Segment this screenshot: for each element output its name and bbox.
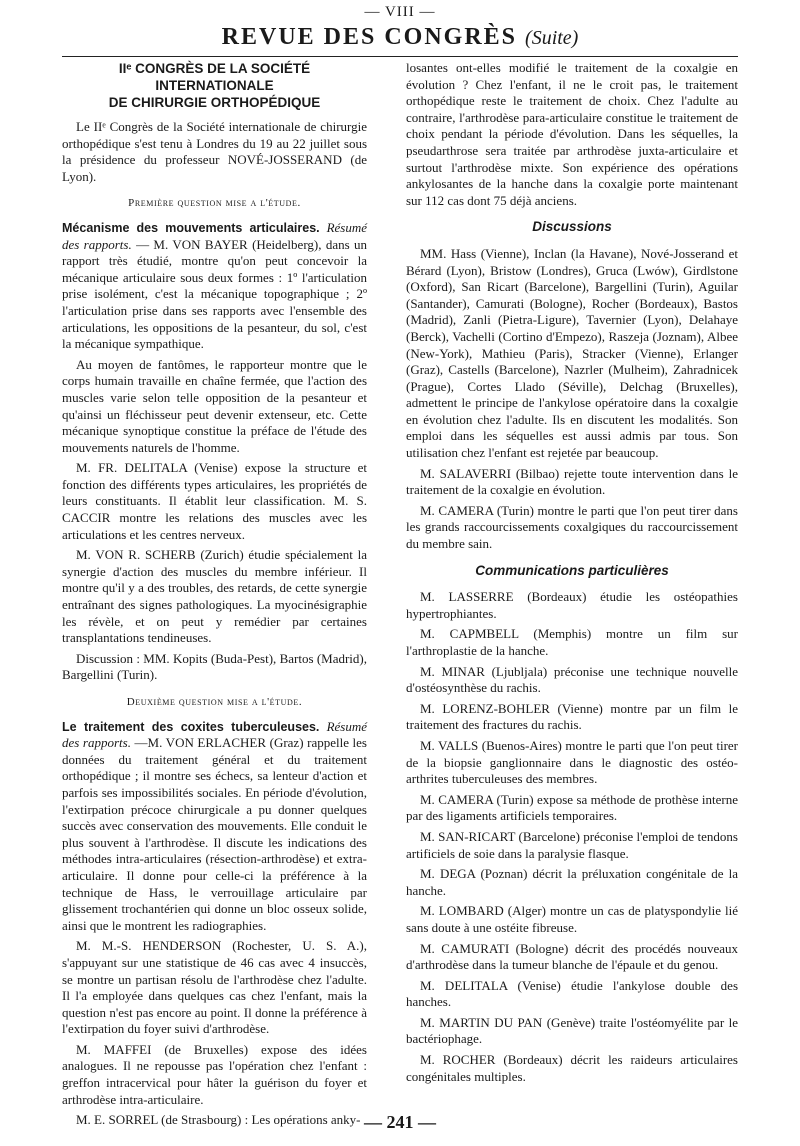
first-question-text: — M. VON BAYER (Heidelberg), dans un rapport très étudié, montre qu'on peut concevoir la mécanique articulaire sous deux formes : 1º l'articulation prise isolément, c'est la mécanique topographique ; 2º l'articulation prise dans ses rapports avec l'ensemble des articulations, les oppositions de la pesanteur, du sol, c'est la mécanique sympathique. (62, 236, 368, 352)
congress-title-line-1: IIᵉ CONGRÈS DE LA SOCIÉTÉ INTERNATIONALE (118, 61, 311, 93)
paragraph: MM. Hass (Vienne), Inclan (la Havane), Nové-Josserand et Bérard (Lyon), Bristow (Londres), Gruca (Lwów), Girdlstone (Oxford), San Ricart (Barcelone), Bargellini (Turin), Aguilar (Santander), Camurati (Bologne), Rocher (Bordeaux), Bastos (Madrid), Zanli (Pietra-Ligure), Tavernier (Lyon), Delahaye (Berck), Vachelli (Cortino d'Empezo), Raszeja (Joznam), Albee (New-York), Mathieu (Paris), Stracker (Vienne), Erlanger (Graz), Castells (Barcelone), Nazrler (Mulheim), Zahradnicek (Prague), Cortes Llado (Séville), Delchag (Bruxelles), admettent le principe de l'ankylose opératoire dans la coxalgie en évolution chez l'adulte. Ils en discutent les modalités. Son emploi dans les séquelles est aussi admis par tous. Son utilisation chez l'enfant est rejetée par beaucoup. (406, 245, 738, 461)
paragraph: M. VALLS (Buenos-Aires) montre le parti que l'on peut tirer de la biopsie ganglionnaire dans le diagnostic des ostéo-arthrites tuberculeuses des membres. (406, 737, 738, 787)
paragraph: M. MARTIN DU PAN (Genève) traite l'ostéomyélite par le bactériophage. (406, 1014, 738, 1047)
paragraph: M. LASSERRE (Bordeaux) étudie les ostéopathies hypertrophiantes. (406, 589, 738, 621)
paragraph: M. ROCHER (Bordeaux) décrit les raideurs articulaires congénitales multiples. (406, 1052, 738, 1084)
roman-folio: — VIII — (364, 4, 436, 20)
paragraph: M. SAN-RICART (Barcelone) préconise l'emploi de tendons artificiels de soie dans la paralysie flasque. (406, 828, 738, 861)
paragraph: losantes ont-elles modifié le traitement de la coxalgie en évolution ? Chez l'enfant, il ne le croit pas, le traitement orthopédique reste le traitement de choix. Chez l'adulte au contraire, l'arthrodèse para-articulaire constitue le traitement de choix pendant la période d'évolution. Dans les séquelles, la pseudarthrose sera traitée par arthrodèse juxta-articulaire et surtout l'arthrodèse mixte. Son expérience des opérations ankylosantes de la hanche dans la coxalgie porte maintenant sur 112 cas dont 75 déjà anciens. (406, 60, 738, 208)
running-title-text: REVUE DES CONGRÈS (221, 24, 518, 50)
paragraph: M. LORENZ-BOHLER (Vienne) montre par un film le traitement des fractures du rachis. (406, 700, 738, 733)
second-question-heading: Deuxième question mise a l'étude. (126, 696, 303, 708)
paragraph: Discussion : MM. Kopits (Buda-Pest), Bartos (Madrid), Bargellini (Turin). (62, 650, 367, 683)
first-question-heading: Première question mise a l'étude. (128, 197, 301, 210)
paragraph: M. DEGA (Poznan) décrit la préluxation congénitale de la hanche. (406, 866, 738, 898)
paragraph: M. VON R. SCHERB (Zurich) étudie spécialement la synergie d'action des muscles du membre inférieur. Il montre qu'il y a des troubles, des retards, de cette synergie entraînant des signes pathologiques. La myocinésigraphie les révèle, et on peut y remédier par certaines transplantations tendineuses. (62, 547, 367, 646)
paragraph: Au moyen de fantômes, le rapporteur montre que le corps humain travaille en chaîne fermée, que l'action des muscles varie selon telle opposition de la pesanteur et qu'ainsi un fléchisseur peut devenir extenseur, etc. Cette mécanique synoptique constitue la préface de l'étude des mouvements naturels de l'homme. (62, 356, 367, 455)
second-question-text: —M. VON ERLACHER (Graz) rappelle les données du traitement général et du traitement orthopédique ; il montre ses échecs, sa lenteur d'action et parfois ses impossibilités sociales. En période d'évolution, l'extirpation précoce chirurgicale a pu donner quelques succès avec conservation des mouvements. Elle conduit le plus souvent à l'arthrodèse. Il discute les indications des méthodes intra-articulaires (résection-arthrodèse) et extra-articulaire. Il donne pour celle-ci la préférence à la technique de Hass, le verrouillage articulaire par glissement trochantérien qui donne un bloc osseux solide, ainsi que le montrent les radiographies. (62, 735, 367, 933)
paragraph: M. FR. DELITALA (Venise) expose la structure et fonction des différents types articulaires, les propriétés de leurs constituants. Il établit leur classification. M. S. CACCIR montre les relations des muscles avec les articulations et les centres nerveux. (62, 460, 367, 542)
paragraph: M. SALAVERRI (Bilbao) rejette toute intervention dans le traitement de la coxalgie en évolution. (406, 465, 738, 498)
running-title (0, 24, 800, 51)
right-column (406, 60, 738, 1089)
paragraph: M. M.-S. HENDERSON (Rochester, U. S. A.), s'appuyant sur une statistique de 46 cas avec 4 insuccès, se montre un partisan résolu de l'arthrodèse chez l'adulte. Il l'a employée dans quelques cas chez l'enfant, mais la question n'est pas encore au point. Il donne la préférence à l'extirpation du foyer suivi d'arthrodèse. (62, 938, 367, 1037)
first-question-resume-label: Résumé des rapports. (62, 219, 368, 252)
left-column (62, 60, 367, 1133)
paragraph: M. CAMERA (Turin) montre le parti que l'on peut tirer dans les grands raccourcissements coxalgiques du raccourcissement du membre sain. (406, 502, 738, 552)
paragraph: M. LOMBARD (Alger) montre un cas de platyspondylie lié sans doute à une ostéite fibreuse. (406, 903, 738, 935)
paragraph: M. CAMERA (Turin) expose sa méthode de prothèse interne par des ligaments artificiels temporaires. (406, 791, 738, 824)
intro-paragraph: Le IIᵉ Congrès de la Société internationale de chirurgie orthopédique s'est tenu à Londres du 19 au 22 juillet sous la présidence du professeur NOVÉ-JOSSERAND (de Lyon). (62, 119, 367, 184)
second-question-topic: Le traitement des coxites tuberculeuses. (62, 719, 320, 734)
page-number: — 241 — (364, 1112, 436, 1132)
paragraph: M. E. SORREL (de Strasbourg) : Les opérations anky- (76, 1112, 361, 1128)
paragraph: M. MAFFEI (de Bruxelles) expose des idées analogues. Il ne repousse pas l'opération chez l'enfant : greffon intracervical pour hâter la guérison du foyer et arthrodèse intra-articulaire. (62, 1041, 367, 1107)
first-question-topic: Mécanisme des mouvements articulaires. (62, 220, 320, 235)
header-rule (62, 56, 738, 57)
congress-title (62, 60, 367, 111)
paragraph: M. CAMURATI (Bologne) décrit des procédés nouveaux d'arthrodèse dans la tumeur blanche de l'épaule et du genou. (406, 940, 738, 973)
second-question-report (62, 719, 367, 935)
first-question-report (62, 220, 367, 353)
paragraph: M. CAPMBELL (Memphis) montre un film sur l'arthroplastie de la hanche. (406, 626, 738, 658)
running-title-suite: (Suite) (525, 27, 579, 49)
paragraph: M. MINAR (Ljubljala) préconise une technique nouvelle d'ostéosynthèse du rachis. (406, 663, 738, 696)
congress-title-line-2: DE CHIRURGIE ORTHOPÉDIQUE (108, 95, 321, 110)
discussions-heading: Discussions (532, 219, 612, 235)
communications-heading: Communications particulières (475, 562, 669, 578)
second-question-resume-label: Résumé des rapports. (62, 718, 368, 751)
paragraph: M. DELITALA (Venise) étudie l'ankylose double des hanches. (406, 977, 738, 1010)
